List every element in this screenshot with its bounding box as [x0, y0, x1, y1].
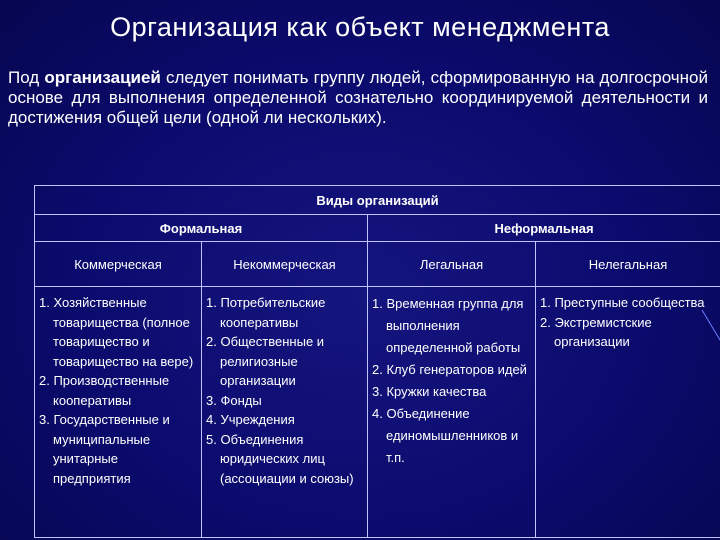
- column-illegal: [536, 287, 720, 538]
- list-item: 3. Государственные и муниципальные унитарные предприятия: [39, 412, 170, 486]
- category-commercial: Коммерческая: [35, 242, 202, 287]
- list-item: 4. Учреждения: [206, 412, 295, 427]
- group-informal: Неформальная: [368, 215, 720, 242]
- list-item: 2. Общественные и религиозные организации: [206, 334, 325, 388]
- list-item: 5. Объединения юридических лиц (ассоциации и союзы): [206, 431, 354, 486]
- list-item: 1. Преступные сообщества: [540, 295, 705, 310]
- list-item: 2. Клуб генераторов идей: [372, 362, 527, 377]
- group-formal: Формальная: [35, 215, 368, 242]
- category-legal: Легальная: [368, 242, 536, 287]
- list-item: 1. Хозяйственные товарищества (полное товарищество и товарищество на вере): [39, 295, 194, 369]
- list-item: 4. Объединение единомышленников и т.п.: [372, 406, 519, 465]
- column-noncommercial: [202, 287, 368, 538]
- column-commercial: [35, 287, 202, 538]
- page-title: Организация как объект менеджмента: [110, 12, 610, 42]
- column-legal: [368, 287, 536, 538]
- category-noncommercial: Некоммерческая: [202, 242, 368, 287]
- list-item: 3. Кружки качества: [372, 384, 487, 399]
- list-item: 1. Потребительские кооперативы: [206, 295, 326, 330]
- category-illegal: Нелегальная: [536, 242, 720, 287]
- list-item: 2. Производственные кооперативы: [39, 373, 170, 408]
- definition-text: [8, 68, 708, 128]
- definition-body: следует понимать группу людей, сформированную на долгосрочной основе для выполнения определенной сознательно координируемой деятельности и достижения общей цели (одной ли нескольких).: [8, 68, 708, 127]
- definition-prefix: Под: [8, 68, 45, 87]
- definition-term: организацией: [44, 68, 161, 87]
- list-item: 3. Фонды: [206, 392, 262, 408]
- table-header: Виды организаций: [35, 186, 720, 215]
- organization-types-table: [34, 185, 720, 538]
- list-item: 2. Экстремистские организации: [540, 314, 652, 349]
- list-item: 1. Временная группа для выполнения определенной работы: [372, 296, 524, 355]
